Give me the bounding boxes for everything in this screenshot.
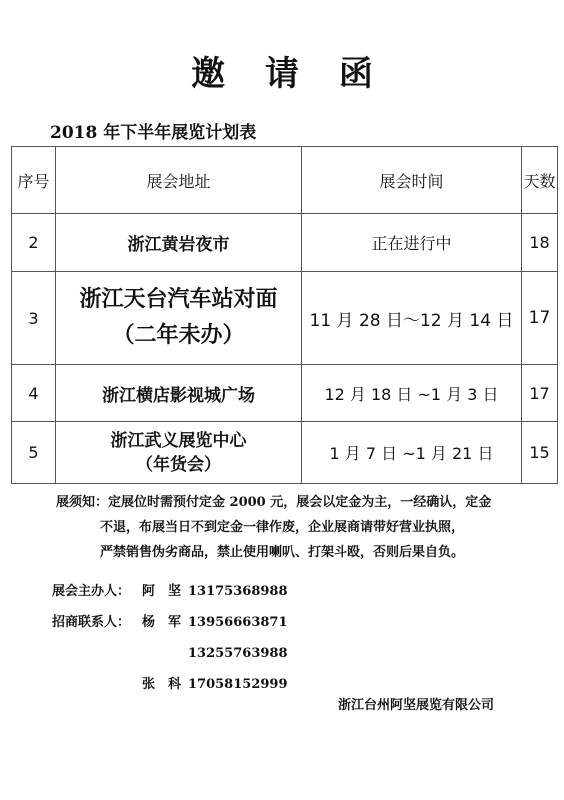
- address-note: （二年未办）: [112, 323, 245, 348]
- page-title: 邀 请 函: [191, 54, 387, 94]
- exhibitor-notice: [56, 490, 526, 565]
- row-no: 4: [12, 365, 56, 422]
- row-address: [56, 422, 302, 484]
- table-row: [12, 272, 558, 365]
- row-address: [56, 272, 302, 365]
- biz-contact-row: [52, 607, 288, 638]
- row-no: 2: [12, 214, 56, 272]
- row-time: 11 月 28 日～12 月 14 日: [302, 272, 522, 365]
- row-address: [56, 214, 302, 272]
- address-note: （年货会）: [136, 454, 221, 475]
- header-address: 展会地址: [56, 147, 302, 214]
- biz2-name: 张 科: [142, 677, 182, 692]
- row-days: 17: [522, 272, 558, 365]
- biz-name: 杨 军: [142, 615, 182, 630]
- biz-phone: 13956663871: [188, 615, 288, 630]
- host-phone: 13175368988: [188, 584, 288, 599]
- contact-list: [52, 576, 288, 700]
- company-name: 浙江台州阿坚展览有限公司: [338, 698, 495, 713]
- table-header-row: [12, 147, 558, 214]
- table-row: [12, 422, 558, 484]
- notice-line: 严禁销售伪劣商品，禁止使用喇叭、打架斗殴，否则后果自负。: [100, 545, 465, 560]
- address-text: 浙江天台汽车站对面: [79, 287, 278, 312]
- host-name: 阿 坚: [142, 584, 182, 599]
- row-time: 12 月 18 日 ~1 月 3 日: [302, 365, 522, 422]
- schedule-subtitle: 2018 年下半年展览计划表: [50, 123, 257, 143]
- header-time: 展会时间: [302, 147, 522, 214]
- biz-label: 招商联系人：: [52, 615, 131, 630]
- address-text: 浙江武义展览中心: [110, 430, 247, 451]
- address-text: 浙江横店影视城广场: [102, 385, 255, 406]
- row-no: 5: [12, 422, 56, 484]
- header-days: 天数: [522, 147, 558, 214]
- header-no: 序号: [12, 147, 56, 214]
- host-contact-row: [52, 576, 288, 607]
- row-days: 18: [522, 214, 558, 272]
- row-time: 1 月 7 日 ~1 月 21 日: [302, 422, 522, 484]
- biz-phone: 13255763988: [188, 646, 288, 661]
- exhibition-schedule-table: [11, 146, 558, 484]
- row-days: 15: [522, 422, 558, 484]
- address-text: 浙江黄岩夜市: [127, 235, 230, 255]
- row-no: 3: [12, 272, 56, 365]
- row-time: 正在进行中: [302, 214, 522, 272]
- host-label: 展会主办人：: [52, 584, 131, 599]
- notice-line: 不退，布展当日不到定金一律作废，企业展商请带好营业执照，: [100, 520, 465, 535]
- row-address: [56, 365, 302, 422]
- biz-contact-row: [52, 638, 288, 669]
- biz2-phone: 17058152999: [188, 677, 288, 692]
- row-days: 17: [522, 365, 558, 422]
- notice-line: 展须知：定展位时需预付定金 2000 元，展会以定金为主，一经确认，定金: [56, 495, 492, 510]
- table-row: [12, 365, 558, 422]
- biz-contact-row: [52, 669, 288, 700]
- table-row: [12, 214, 558, 272]
